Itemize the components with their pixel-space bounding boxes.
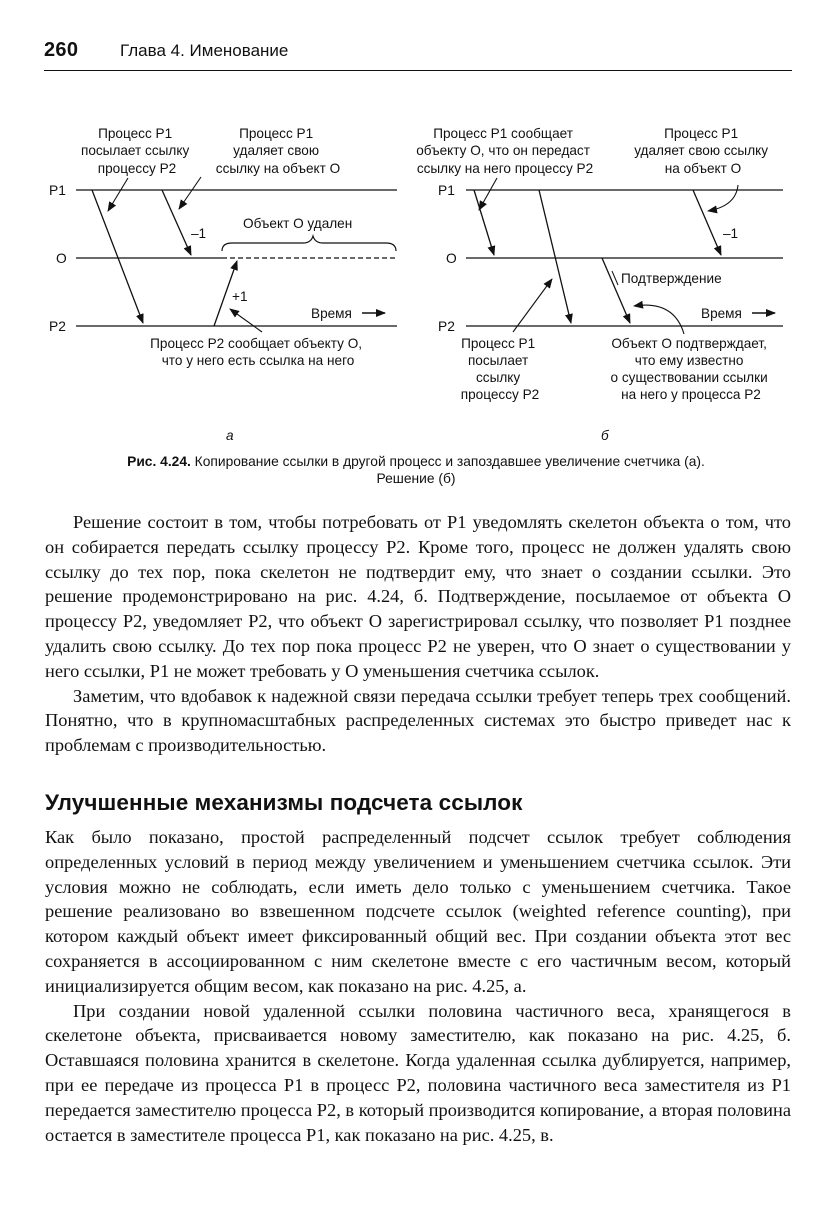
chapter-title: Глава 4. Именование	[120, 41, 289, 60]
b-label-top-left: Процесс P1 сообщает объекту O, что он передаст ссылку на него процессу P2	[416, 126, 594, 176]
a-message-p1-to-p2	[92, 190, 143, 323]
paragraph-solution: Решение состоит в том, чтобы потребовать от P1 уведомлять скелетон объекта о том, что он собирается передать ссылку процессу P2. Кроме того, процесс не должен удалять свою ссылку до тех пор, пока скелетон не подтвердит ему, что знает о создании ссылки. Это решение продемонстрировано на рис. 4.24, б. Подтверждение, посылаемое от объекта O процессу P2, уведомляет P2, что объект O зарегистрировал ссылку, что позволяет P1 позднее удалить свою ссылку. До тех пор пока процесс P2 не уверен, что O знает о существовании у него ссылки, P1 не может требовать у O уменьшения счетчика ссылок.	[45, 512, 791, 681]
page-number: 260	[44, 39, 79, 61]
a-panel-letter: а	[226, 428, 234, 443]
b-time-label: Время	[701, 306, 742, 321]
b-line-label-o: O	[446, 251, 457, 266]
figure-svg	[0, 110, 832, 450]
section-heading: Улучшенные механизмы подсчета ссылок	[45, 790, 523, 815]
caption-text: Копирование ссылки в другой процесс и запоздавшее увеличение счетчика (а).	[190, 454, 705, 469]
caption-line-2: Решение (б)	[376, 471, 456, 486]
b-message-decrement	[693, 190, 721, 255]
b-message-notify	[474, 190, 494, 255]
b-message-ack	[602, 258, 630, 323]
b-pointer-notify	[479, 178, 497, 210]
b-label-top-right: Процесс P1 удаляет свою ссылку на объект O	[634, 126, 769, 176]
a-message-decrement	[162, 190, 191, 255]
a-label-bottom: Процесс P2 сообщает объекту O, что у него есть ссылка на него	[150, 336, 363, 368]
body-block-1	[45, 510, 791, 758]
panel-a	[49, 126, 397, 443]
b-ack-label: Подтверждение	[621, 271, 722, 286]
a-pointer-send	[108, 178, 128, 211]
b-label-bottom-right: Объект O подтверждает, что ему известно о существовании ссылки на него у процесса P2	[610, 336, 768, 402]
body-block-2	[45, 825, 791, 1147]
b-message-send	[539, 190, 571, 323]
panel-b	[416, 126, 783, 443]
a-line-label-o: O	[56, 251, 67, 266]
b-line-label-p2: P2	[438, 319, 455, 334]
a-line-label-p2: P2	[49, 319, 66, 334]
a-line-label-p1: P1	[49, 183, 66, 198]
caption-label: Рис. 4.24.	[127, 454, 191, 469]
a-minus-one: –1	[191, 226, 207, 241]
b-pointer-send	[513, 279, 552, 332]
paragraph-weighted: Как было показано, простой распределенный подсчет ссылок требует соблюдения определенных условий в период между увеличением и уменьшением счетчика ссылок. Эти условия можно не соблюдать, если иметь дело только с уменьшением счетчика. Такое решение реализовано во взвешенном подсчете ссылок (weighted reference counting), при котором каждый объект имеет фиксированный общий вес. При создании объекта этот вес сохраняется в ассоциированном с ним скелетоне вместе с его частичным весом, который инициализируется общим весом, как показано на рис. 4.25, а.	[45, 827, 791, 996]
b-panel-letter: б	[601, 428, 609, 443]
page-header	[44, 38, 792, 71]
b-label-bottom-left: Процесс P1 посылает ссылку процессу P2	[460, 336, 540, 402]
a-object-deleted: Объект O удален	[243, 216, 353, 231]
paragraph-messages: Заметим, что вдобавок к надежной связи передача ссылки требует теперь трех сообщений. Понятно, что в крупномасштабных распределенных системах это быстро приведет нас к проблемам с производительностью.	[45, 685, 791, 756]
a-deleted-brace	[222, 236, 396, 251]
paragraph-new-reference: При создании новой удаленной ссылки половина частичного веса, хранящегося в скелетоне объекта, присваивается новому заместителю, как показано на рис. 4.25, б. Оставшаяся половина хранится в скелетоне. Когда удаленная ссылка дублируется, например, при ее передаче из процесса P1 в процесс P2, половина частичного веса заместителя из P1 передается заместителю процесса P2, в который производится копирование, а вторая половина остается в заместителе процесса P1, как показано на рис. 4.25, в.	[45, 1000, 791, 1145]
figure-caption	[52, 453, 780, 487]
a-pointer-delete	[179, 177, 201, 209]
a-label-top-right: Процесс P1 удаляет свою ссылку на объект O	[215, 126, 341, 176]
a-plus-one: +1	[232, 289, 248, 304]
a-pointer-increment	[230, 309, 262, 332]
b-pointer-ack	[634, 305, 684, 334]
b-line-label-p1: P1	[438, 183, 455, 198]
b-pointer-delete	[708, 185, 738, 211]
a-time-label: Время	[311, 306, 352, 321]
figure-4-24	[0, 110, 832, 460]
b-minus-one: –1	[723, 226, 739, 241]
a-label-top-left: Процесс P1 посылает ссылку процессу P2	[80, 126, 190, 176]
